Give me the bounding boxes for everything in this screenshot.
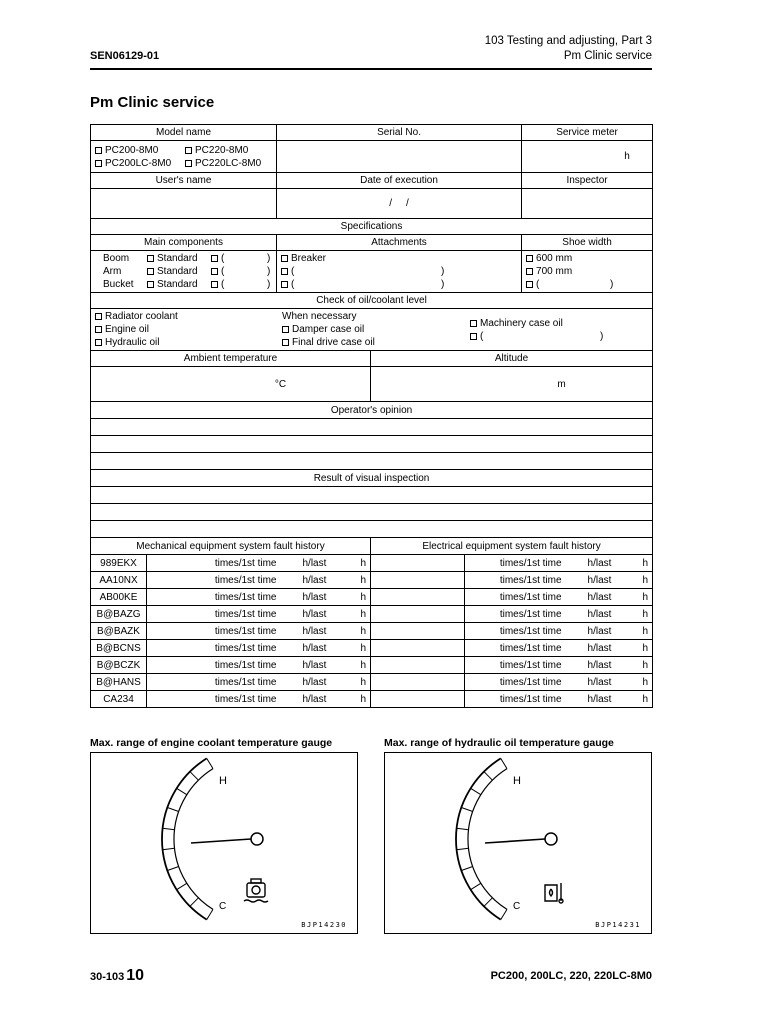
model-option[interactable]: PC220LC-8M0 — [185, 157, 261, 170]
checkbox[interactable] — [185, 147, 192, 154]
serial-no-field[interactable] — [277, 141, 522, 173]
elec-times-cell[interactable]: times/1st time — [465, 606, 562, 623]
mech-times-cell[interactable]: times/1st time — [147, 623, 277, 640]
inspector-header: Inspector — [522, 173, 653, 189]
fault-history-row — [91, 572, 653, 589]
checkbox[interactable] — [95, 147, 102, 154]
inspector-field[interactable] — [522, 189, 653, 219]
checkbox[interactable] — [147, 255, 154, 262]
elec-code-cell[interactable] — [371, 606, 465, 623]
checkbox[interactable] — [526, 268, 533, 275]
serial-no-header: Serial No. — [277, 125, 522, 141]
hydraulic-gauge-svg — [385, 753, 651, 933]
model-option[interactable]: PC200-8M0 — [95, 144, 185, 157]
oil-option[interactable]: Final drive case oil — [282, 336, 470, 349]
operators-opinion-header: Operator's opinion — [91, 402, 653, 419]
shoe-option[interactable]: ( ) — [526, 278, 648, 291]
date-field[interactable]: / / — [277, 189, 522, 219]
gauge-inner-arc — [468, 769, 507, 910]
oil-option[interactable]: Damper case oil — [282, 323, 470, 336]
cold-mark: C — [513, 901, 521, 912]
gauge-needle — [485, 839, 545, 843]
gauge-outer-arc — [456, 758, 501, 919]
elec-hlast-cell[interactable]: h/last h — [562, 589, 653, 606]
gauge-segment-tick — [167, 867, 178, 871]
footer-models: PC200, 200LC, 220, 220LC-8M0 — [490, 970, 652, 982]
elec-hlast-cell[interactable]: h/last h — [562, 674, 653, 691]
component-row: Boom Standard ( ) — [103, 253, 271, 264]
fault-code[interactable]: 989EKX — [91, 555, 147, 572]
attachments-header: Attachments — [277, 235, 522, 251]
opinion-line[interactable] — [91, 436, 653, 453]
fault-history-row — [91, 555, 653, 572]
gauge-segment-tick — [461, 808, 472, 812]
gauge-inner-arc — [174, 769, 213, 910]
gauge-segment-tick — [471, 788, 481, 794]
hydraulic-oil-icon — [545, 883, 563, 903]
component-row: Bucket Standard ( ) — [103, 279, 271, 290]
when-necessary-label: When necessary — [282, 311, 357, 322]
mech-times-cell[interactable]: times/1st time — [147, 691, 277, 708]
page-number: 30-103 10 — [90, 967, 145, 984]
elec-code-cell[interactable] — [371, 657, 465, 674]
fault-code[interactable]: AA10NX — [91, 572, 147, 589]
fault-code[interactable]: B@BCNS — [91, 640, 147, 657]
service-meter-header: Service meter — [522, 125, 653, 141]
hydraulic-gauge-title: Max. range of hydraulic oil temperature gauge — [384, 737, 614, 749]
gauge-segment-tick — [484, 772, 492, 781]
attachment-option[interactable]: ( ) — [281, 265, 517, 278]
section-header — [485, 34, 652, 64]
elec-times-cell[interactable]: times/1st time — [465, 555, 562, 572]
elec-code-cell[interactable] — [371, 589, 465, 606]
mech-times-cell[interactable]: times/1st time — [147, 606, 277, 623]
gauge-segment-tick — [177, 883, 187, 889]
oil-option[interactable]: Engine oil — [95, 323, 282, 336]
gauge-segment-tick — [461, 867, 472, 871]
elec-times-cell[interactable]: times/1st time — [465, 589, 562, 606]
checkbox[interactable] — [147, 281, 154, 288]
elec-fault-history-header: Electrical equipment system fault history — [371, 538, 653, 555]
mech-hlast-cell[interactable]: h/last h — [277, 674, 371, 691]
gauge-segment-tick — [471, 883, 481, 889]
elec-times-cell[interactable]: times/1st time — [465, 657, 562, 674]
fault-code[interactable]: B@BCZK — [91, 657, 147, 674]
opinion-line[interactable] — [91, 453, 653, 470]
gauge-needle — [191, 839, 251, 843]
gauge-segment-tick — [501, 909, 507, 919]
hydraulic-gauge-figure — [384, 752, 652, 934]
gauge-segment-tick — [190, 898, 198, 907]
oil-option[interactable]: ( ) — [470, 330, 603, 343]
elec-code-cell[interactable] — [371, 572, 465, 589]
elec-hlast-cell[interactable]: h/last h — [562, 606, 653, 623]
checkbox[interactable] — [526, 255, 533, 262]
checkbox[interactable] — [95, 339, 102, 346]
model-options — [91, 141, 277, 173]
attachment-option[interactable]: ( ) — [281, 278, 517, 291]
ambient-temperature-field[interactable]: °C — [91, 367, 371, 402]
fault-code[interactable]: CA234 — [91, 691, 147, 708]
users-name-header: User's name — [91, 173, 277, 189]
checkbox[interactable] — [281, 281, 288, 288]
gauge-segment-tick — [501, 758, 507, 768]
ambient-temperature-header: Ambient temperature — [91, 351, 371, 367]
elec-times-cell[interactable]: times/1st time — [465, 691, 562, 708]
checkbox[interactable] — [185, 160, 192, 167]
attachment-option[interactable]: Breaker — [281, 252, 517, 265]
checkbox[interactable] — [281, 255, 288, 262]
checkbox[interactable] — [282, 326, 289, 333]
fault-history-row — [91, 606, 653, 623]
fault-code[interactable]: B@HANS — [91, 674, 147, 691]
elec-code-cell[interactable] — [371, 691, 465, 708]
mech-hlast-cell[interactable]: h/last h — [277, 640, 371, 657]
inspection-line[interactable] — [91, 521, 653, 538]
mech-hlast-cell[interactable]: h/last h — [277, 572, 371, 589]
engine-coolant-icon — [244, 879, 268, 902]
gauge-arc — [456, 758, 507, 919]
header-rule — [90, 68, 652, 70]
shoe-option[interactable]: 600 mm — [526, 252, 648, 265]
shoe-option[interactable]: 700 mm — [526, 265, 648, 278]
gauge-segment-tick — [457, 828, 469, 829]
attachments-cell — [277, 251, 522, 293]
inspection-line[interactable] — [91, 504, 653, 521]
checkbox[interactable] — [470, 320, 477, 327]
gauge-segment-tick — [207, 758, 213, 768]
elec-code-cell[interactable] — [371, 555, 465, 572]
altitude-header: Altitude — [371, 351, 653, 367]
gauge-segment-tick — [163, 848, 175, 849]
oil-option[interactable]: Machinery case oil — [470, 317, 603, 330]
elec-times-cell[interactable]: times/1st time — [465, 674, 562, 691]
model-name-header: Model name — [91, 125, 277, 141]
checkbox[interactable] — [95, 326, 102, 333]
mech-hlast-cell[interactable]: h/last h — [277, 555, 371, 572]
model-option[interactable]: PC200LC-8M0 — [95, 157, 185, 170]
mech-hlast-cell[interactable]: h/last h — [277, 589, 371, 606]
gauge-segment-tick — [457, 848, 469, 849]
fault-code[interactable]: B@BAZG — [91, 606, 147, 623]
fault-code[interactable]: AB00KE — [91, 589, 147, 606]
gauge-outer-arc — [162, 758, 207, 919]
inspection-line[interactable] — [91, 487, 653, 504]
main-components-cell — [91, 251, 277, 293]
elec-times-cell[interactable]: times/1st time — [465, 640, 562, 657]
mech-hlast-cell[interactable]: h/last h — [277, 691, 371, 708]
mech-times-cell[interactable]: times/1st time — [147, 589, 277, 606]
gauge-segment-tick — [167, 808, 178, 812]
altitude-field[interactable]: m — [371, 367, 653, 402]
shoe-width-cell — [522, 251, 653, 293]
visual-inspection-header: Result of visual inspection — [91, 470, 653, 487]
fault-history-row — [91, 589, 653, 606]
gauge-segment-tick — [207, 909, 213, 919]
hot-mark: H — [219, 775, 227, 787]
mech-times-cell[interactable]: times/1st time — [147, 674, 277, 691]
elec-hlast-cell[interactable]: h/last h — [562, 640, 653, 657]
section-line-2: Pm Clinic service — [563, 50, 652, 62]
needle-pivot — [251, 833, 263, 845]
needle-pivot — [545, 833, 557, 845]
mech-hlast-cell[interactable]: h/last h — [277, 606, 371, 623]
elec-hlast-cell[interactable]: h/last h — [562, 691, 653, 708]
mech-hlast-cell[interactable]: h/last h — [277, 657, 371, 674]
elec-hlast-cell[interactable]: h/last h — [562, 572, 653, 589]
check-oil-cell — [91, 309, 653, 351]
check-oil-header: Check of oil/coolant level — [91, 293, 653, 309]
checkbox[interactable] — [470, 333, 477, 340]
coolant-gauge-svg — [91, 753, 357, 933]
coolant-gauge-figure — [90, 752, 358, 934]
oil-option[interactable]: Radiator coolant — [95, 310, 282, 323]
elec-hlast-cell[interactable]: h/last h — [562, 555, 653, 572]
model-option[interactable]: PC220-8M0 — [185, 144, 261, 157]
gauge-segment-tick — [177, 788, 187, 794]
pm-clinic-form — [90, 124, 653, 708]
mech-fault-history-header: Mechanical equipment system fault history — [91, 538, 371, 555]
mech-times-cell[interactable]: times/1st time — [147, 640, 277, 657]
figure-code: BJP14231 — [595, 921, 641, 929]
checkbox[interactable] — [95, 313, 102, 320]
fault-history-row — [91, 623, 653, 640]
elec-code-cell[interactable] — [371, 674, 465, 691]
checkbox[interactable] — [211, 255, 218, 262]
fault-code[interactable]: B@BAZK — [91, 623, 147, 640]
figure-code: BJP14230 — [301, 921, 347, 929]
elec-hlast-cell[interactable]: h/last h — [562, 623, 653, 640]
page-title: Pm Clinic service — [90, 94, 215, 111]
specifications-header: Specifications — [91, 219, 653, 235]
checkbox[interactable] — [211, 281, 218, 288]
elec-times-cell[interactable]: times/1st time — [465, 572, 562, 589]
mech-times-cell[interactable]: times/1st time — [147, 657, 277, 674]
checkbox[interactable] — [147, 268, 154, 275]
gauge-segment-tick — [163, 828, 175, 829]
checkbox[interactable] — [95, 160, 102, 167]
mech-times-cell[interactable]: times/1st time — [147, 555, 277, 572]
fault-history-row — [91, 640, 653, 657]
elec-hlast-cell[interactable]: h/last h — [562, 657, 653, 674]
checkbox[interactable] — [526, 281, 533, 288]
shoe-width-header: Shoe width — [522, 235, 653, 251]
gauge-segment-tick — [484, 898, 492, 907]
elec-times-cell[interactable]: times/1st time — [465, 623, 562, 640]
fault-history-row — [91, 657, 653, 674]
checkbox[interactable] — [281, 268, 288, 275]
cold-mark: C — [219, 901, 227, 912]
fault-history-rows — [91, 555, 653, 708]
gauge-segment-tick — [190, 772, 198, 781]
date-header: Date of execution — [277, 173, 522, 189]
fault-history-row — [91, 691, 653, 708]
opinion-line[interactable] — [91, 419, 653, 436]
oil-option[interactable]: Hydraulic oil — [95, 336, 282, 349]
main-components-header: Main components — [91, 235, 277, 251]
checkbox[interactable] — [211, 268, 218, 275]
section-line-1: 103 Testing and adjusting, Part 3 — [484, 35, 652, 47]
component-row: Arm Standard ( ) — [103, 266, 271, 277]
elec-code-cell[interactable] — [371, 640, 465, 657]
document-code: SEN06129-01 — [90, 50, 160, 62]
fault-history-row — [91, 674, 653, 691]
service-meter-field[interactable]: h — [522, 141, 653, 173]
elec-code-cell[interactable] — [371, 623, 465, 640]
checkbox[interactable] — [282, 339, 289, 346]
users-name-field[interactable] — [91, 189, 277, 219]
coolant-gauge-title: Max. range of engine coolant temperature gauge — [90, 737, 333, 749]
mech-times-cell[interactable]: times/1st time — [147, 572, 277, 589]
hot-mark: H — [513, 775, 521, 787]
mech-hlast-cell[interactable]: h/last h — [277, 623, 371, 640]
gauge-arc — [162, 758, 213, 919]
